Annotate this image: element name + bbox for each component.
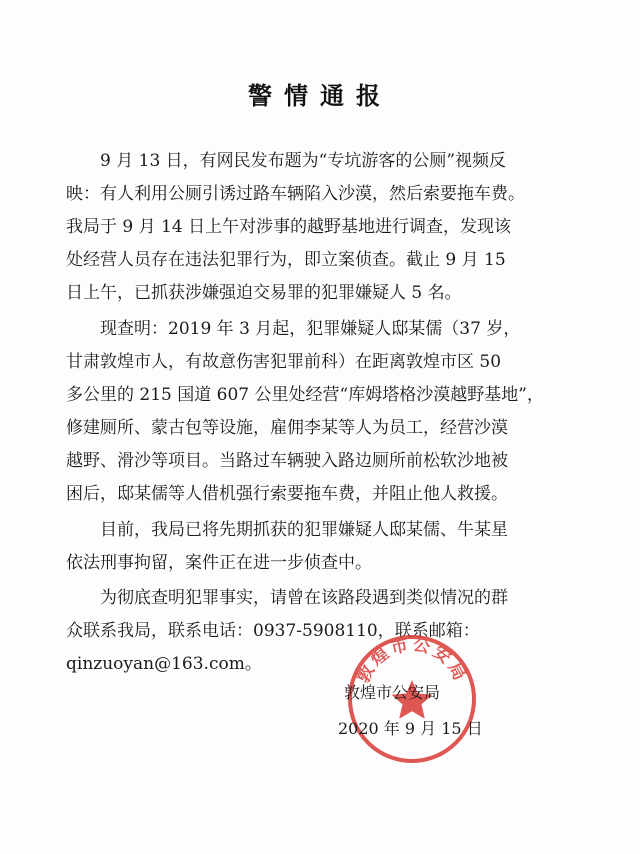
- paragraph-line: 处经营人员存在违法犯罪行为，即立案侦查。截止 9 月 15: [66, 250, 506, 270]
- paragraph-line: 众联系我局，联系电话：0937-5908110，联系邮箱：: [66, 621, 480, 641]
- paragraph-line: 依法刑事拘留，案件正在进一步侦查中。: [66, 553, 372, 573]
- seal-text: 敦煌市公安局: [353, 634, 471, 687]
- paragraph-line: 甘肃敦煌市人，有故意伤害犯罪前科）在距离敦煌市区 50: [66, 352, 502, 372]
- paragraph-4: [66, 582, 578, 681]
- contact-email-line: qinzuoyan@163.com。: [66, 654, 262, 674]
- paragraph-line: 我局于 9 月 14 日上午对涉事的越野基地进行调查，发现该: [66, 217, 512, 237]
- paragraph-3: [66, 514, 578, 580]
- paragraph-line: 为彻底查明犯罪事实，请曾在该路段遇到类似情况的群: [66, 588, 508, 608]
- svg-text:敦煌市公安局: [352, 634, 470, 687]
- document-title: 警情通报: [248, 82, 392, 110]
- paragraph-line: 修建厕所、蒙古包等设施，雇佣李某等人为员工，经营沙漠: [66, 418, 508, 438]
- issue-date: 2020 年 9 月 15 日: [338, 719, 483, 738]
- paragraph-line: 目前，我局已将先期抓获的犯罪嫌疑人邸某儒、牛某星: [66, 520, 508, 540]
- paragraph-2: [66, 313, 578, 511]
- paragraph-line: 日上午，已抓获涉嫌强迫交易罪的犯罪嫌疑人 5 名。: [66, 283, 462, 303]
- issuer-signature: 敦煌市公安局: [344, 683, 441, 702]
- paragraph-line: 困后，邸某儒等人借机强行索要拖车费，并阻止他人救援。: [66, 484, 508, 504]
- paragraph-line: 映：有人利用公厕引诱过路车辆陷入沙漠，然后索要拖车费。: [66, 184, 525, 204]
- paragraph-line: 现查明：2019 年 3 月起，犯罪嫌疑人邸某儒（37 岁，: [66, 319, 521, 339]
- paragraph-1: [66, 145, 578, 310]
- paragraph-line: 越野、滑沙等项目。当路过车辆驶入路边厕所前松软沙地被: [66, 451, 508, 471]
- paragraph-line: 9 月 13 日，有网民发布题为“专坑游客的公厕”视频反: [66, 151, 507, 171]
- paragraph-line: 多公里的 215 国道 607 公里处经营“库姆塔格沙漠越野基地”，: [66, 385, 544, 405]
